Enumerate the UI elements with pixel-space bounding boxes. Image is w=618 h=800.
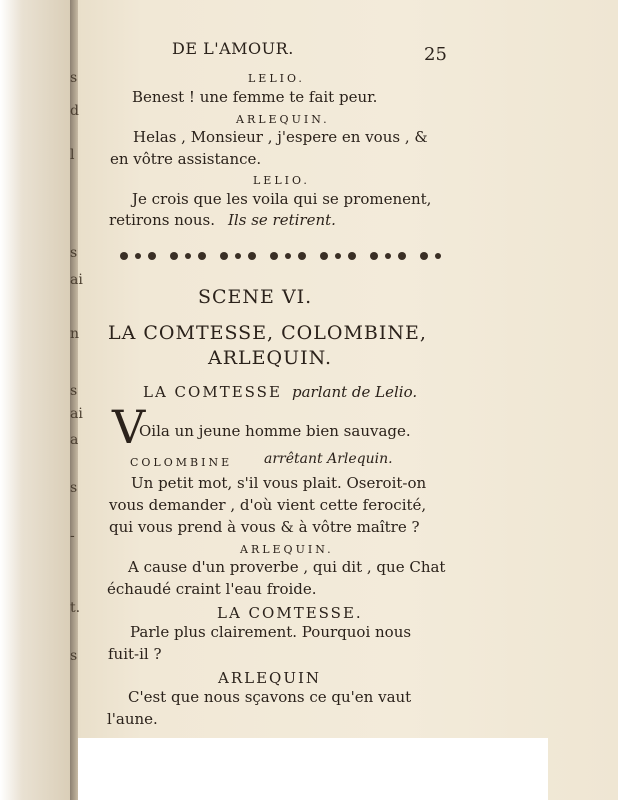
text-line: l'aune. <box>107 710 158 728</box>
ornament-band <box>116 248 446 264</box>
cast-list: LA COMTESSE, COLOMBINE, <box>108 322 427 344</box>
text-line: fuit-il ? <box>108 645 162 663</box>
speaker-name: ARLEQUIN. <box>236 113 330 126</box>
text-line: Benest ! une femme te fait peur. <box>132 88 378 106</box>
stage-direction: parlant de Lelio. <box>292 383 418 401</box>
margin-fragment: s <box>70 383 78 399</box>
speaker-name: COLOMBINE <box>130 456 233 469</box>
margin-fragment: ai <box>70 406 83 422</box>
facing-page-edge <box>0 0 74 800</box>
scene-heading: SCENE VI. <box>198 286 313 308</box>
speaker-name: LA COMTESSE. <box>217 604 363 622</box>
text-line: A cause d'un proverbe , qui dit , que Chat <box>128 558 446 576</box>
margin-fragment: t. <box>70 600 81 616</box>
text-line: Helas , Monsieur , j'espere en vous , & <box>133 128 428 146</box>
margin-fragment: - <box>70 528 75 544</box>
text-line: qui vous prend à vous & à vôtre maître ? <box>109 518 420 536</box>
text-line: Je crois que les voila qui se promenent, <box>132 190 432 208</box>
margin-fragment: a <box>70 432 79 448</box>
margin-fragment: l <box>70 147 75 163</box>
text-line: Oila un jeune homme bien sauvage. <box>139 422 411 440</box>
margin-fragment: s <box>70 480 78 496</box>
stage-direction: Ils se retirent. <box>228 211 336 229</box>
text-line: retirons nous. <box>109 211 216 229</box>
text-line: échaudé craint l'eau froide. <box>107 580 317 598</box>
text-line: Un petit mot, s'il vous plait. Oseroit-on <box>131 474 427 492</box>
speaker-name: LELIO. <box>248 72 305 85</box>
margin-fragment: s <box>70 70 78 86</box>
cast-list: ARLEQUIN. <box>208 347 333 369</box>
margin-fragment: n <box>70 326 80 342</box>
text-line: C'est que nous sçavons ce qu'en vaut <box>128 688 412 706</box>
stage-direction: arrêtant Arlequin. <box>264 451 393 467</box>
running-title: DE L'AMOUR. <box>172 39 294 58</box>
margin-fragment: s <box>70 245 78 261</box>
speaker-name: LA COMTESSE <box>143 383 282 401</box>
margin-fragment: s <box>70 648 78 664</box>
margin-fragment: d <box>70 103 79 119</box>
speaker-name: ARLEQUIN <box>218 669 322 687</box>
speaker-name: LELIO. <box>253 174 310 187</box>
speaker-name: ARLEQUIN. <box>240 543 334 556</box>
drop-capital: V <box>112 400 146 454</box>
page-number: 25 <box>424 44 447 65</box>
text-line: vous demander , d'où vient cette ferocité, <box>109 496 427 514</box>
text-line: en vôtre assistance. <box>110 150 262 168</box>
page-bottom-blank <box>78 738 548 800</box>
margin-fragment: ai <box>70 272 83 288</box>
text-line: Parle plus clairement. Pourquoi nous <box>130 623 412 641</box>
